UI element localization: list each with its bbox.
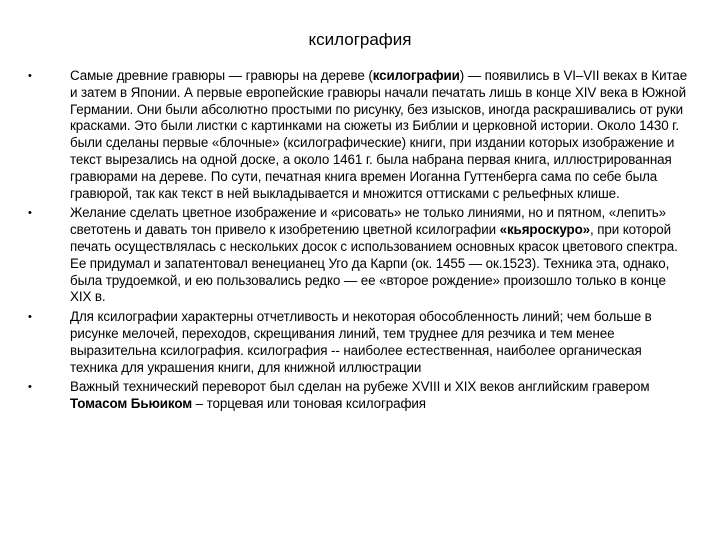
paragraph-text: [70, 309, 652, 374]
paragraph-text: [70, 205, 678, 304]
paragraph-text: [70, 379, 649, 411]
bold-term: «кьяроскуро»: [499, 222, 591, 238]
bullet-list: [28, 68, 688, 413]
list-item: [28, 379, 688, 413]
list-item: [28, 68, 688, 202]
text-run: , при которой печать осуществлялась с нескольких досок с использованием основных красок цветового спектра. Ее придумал и запатентовал венецианец Уго да Карпи (ок. 1455 — ок.1523). Техника эта, однако, была трудоемкой, и ею пользовались редко — ее «второе рождение» произошло только в конце XIX в.: [70, 222, 678, 305]
paragraph-text: [70, 68, 687, 201]
text-run: Желание сделать цветное изображение и «рисовать» не только линиями, но и пятном, «лепить» светотень и давать тон привело к изобретению цветной ксилографии: [70, 205, 666, 238]
slide-title: ксилография: [308, 30, 412, 49]
list-item: [28, 309, 688, 376]
bullet-icon: •: [28, 70, 32, 82]
bullet-icon: •: [28, 381, 32, 394]
text-run: ) — появились в VI–VII веках в Китае и затем в Японии. А первые европейские гравюры начали печатать лишь в конце XIV века в Южной Германии. Они были абсолютно простыми по рисунку, без изысков, иногда раскрашивались от руки красками. Это были листки с картинками на сюжеты из Библии и церковной истории. Около 1430 г. были сделаны первые «блочные» (ксилографические) книги, при издании которых изображение и текст вырезались на одной доске, а около 1461 г. была набрана первая книга, иллюстрированная гравюрами на дереве. По сути, печатная книга времен Иоганна Гуттенберга сама по себе была гравюрой, так как текст в ней выкладывается и множится оттисками с рельефных клише.: [70, 68, 688, 201]
bold-name: Томасом Бьюиком: [70, 396, 193, 412]
bold-term: ксилографии: [372, 68, 460, 83]
text-run: Для ксилографии характерны отчетливость и некоторая обособленность линий; чем больше в рисунке мелочей, переходов, скрещивания линий, тем труднее для резчика и тем менее выразительна ксилография. ксилография -- наиболее естественная, наиболее органическая техника для украшения книги, для книжной иллюстрации: [70, 309, 652, 375]
bullet-icon: •: [28, 207, 32, 220]
list-item: [28, 205, 688, 306]
text-run: Самые древние гравюры — гравюры на дереве (: [70, 68, 373, 83]
text-run: – торцевая или тоновая ксилография: [192, 396, 426, 412]
bullet-icon: •: [28, 311, 32, 324]
text-run: Важный технический переворот был сделан на рубеже XVIII и XIX веков английским гравером: [70, 379, 650, 395]
